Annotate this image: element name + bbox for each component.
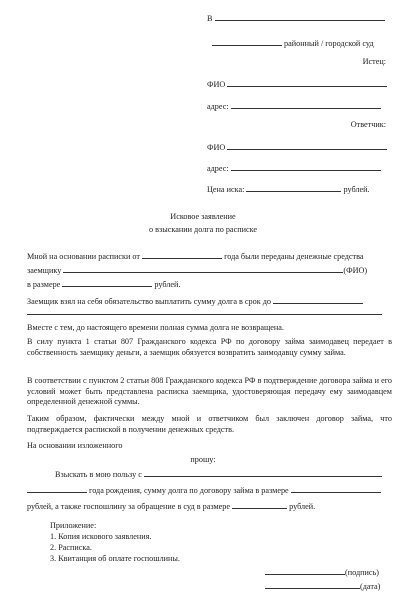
p5: В соответствии с пунктом 2 статьи 808 Гражданского кодекса РФ в подтверждение договора займа и его условий может быть представлена расписка заемщика, удостоверяющая передачу ему заимодавцем определенной денежной суммы.	[27, 376, 392, 407]
doc-title: Исковое заявление	[170, 212, 236, 221]
signature-line	[265, 566, 379, 579]
district-blank[interactable]	[212, 37, 282, 46]
claim-price-unit: рублей.	[343, 185, 370, 194]
date-label: (дата)	[360, 582, 381, 591]
p2-extra-blank[interactable]	[27, 306, 382, 315]
plaintiff-address-line	[207, 100, 381, 113]
p1-e: в размере	[27, 280, 61, 289]
court-line	[207, 12, 385, 25]
r1: Взыскать в мою пользу с	[55, 470, 142, 479]
defendant-address-blank[interactable]	[231, 162, 381, 171]
claim-price-label: Цена иска:	[207, 185, 245, 194]
p1-a: Мной на основании расписки от	[27, 252, 140, 261]
doc-subtitle: о взыскании долга по расписке	[148, 225, 258, 234]
attachment-item-2: 2. Расписка.	[50, 543, 92, 552]
req-line2	[27, 484, 381, 497]
p7: На основании изложенного	[27, 441, 123, 450]
birth-year-blank[interactable]	[27, 484, 87, 493]
attachment-item-3: 3. Квитанция об оплате госпошлины.	[50, 554, 180, 563]
fio-label: ФИО	[207, 80, 226, 89]
defendant-name-blank[interactable]	[144, 468, 382, 477]
plaintiff-fio-blank[interactable]	[227, 78, 387, 87]
date-blank[interactable]	[265, 580, 360, 589]
fio2-label: ФИО	[207, 143, 226, 152]
fee-blank[interactable]	[232, 500, 287, 509]
p3: Вместе с тем, до настоящего времени полная сумма долга не возвращена.	[27, 323, 284, 332]
claim-price-line	[207, 183, 370, 196]
r3-a: рублей, а также госпошлину за обращение в суд в размере	[27, 502, 230, 511]
address2-label: адрес:	[207, 164, 229, 173]
r3-b: рублей.	[289, 502, 316, 511]
defendant-fio-blank[interactable]	[227, 141, 387, 150]
req-line1	[55, 468, 382, 481]
p2-a: Заемщик взял на себя обязательство выплатить сумму долга в срок до	[27, 297, 272, 306]
receipt-date-blank[interactable]	[142, 250, 222, 259]
req-line3	[27, 500, 315, 513]
p1-line2	[27, 264, 367, 277]
court-type-line	[212, 37, 374, 50]
attachments-title: Приложение:	[50, 521, 97, 530]
borrower-fio-blank[interactable]	[63, 264, 343, 273]
plaintiff-label: Истец:	[362, 57, 386, 66]
defendant-label: Ответчик:	[350, 120, 386, 129]
signature-blank[interactable]	[265, 566, 345, 575]
to-prefix: В	[207, 14, 213, 23]
plaintiff-address-blank[interactable]	[231, 100, 381, 109]
p2-line2	[27, 306, 382, 319]
due-date-blank[interactable]	[273, 295, 363, 304]
p6: Таким образом, фактически между мной и ответчиком был заключен договор займа, что подтверждается распиской в получении денежных средств.	[27, 414, 392, 434]
prosu: прошу:	[190, 455, 216, 464]
p1-f: рублей.	[154, 280, 181, 289]
p1-line3	[27, 278, 181, 291]
p4: В силу пункта 1 статьи 807 Гражданского кодекса РФ по договору займа заимодавец передает в собственность заемщику деньги, а заемщик обязуется возвратить заимодавцу сумму займа.	[27, 337, 392, 357]
plaintiff-fio-line	[207, 78, 387, 91]
p1-line1	[27, 250, 364, 263]
p1-c: заемщику	[27, 266, 62, 275]
attachment-item-1: 1. Копия искового заявления.	[50, 532, 152, 541]
sign-label: (подпись)	[345, 568, 379, 577]
court-blank[interactable]	[215, 12, 385, 21]
defendant-address-line	[207, 162, 381, 175]
amount-blank[interactable]	[62, 278, 152, 287]
r2: года рождения, сумму долга по договору займа в размере	[89, 486, 289, 495]
p1-b: года были переданы денежные средства	[224, 252, 364, 261]
date-line	[265, 580, 380, 593]
debt-amount-blank[interactable]	[291, 484, 381, 493]
court-suffix: районный / городской суд	[284, 39, 374, 48]
address-label: адрес:	[207, 102, 229, 111]
defendant-fio-line	[207, 141, 387, 154]
p1-d: (ФИО)	[343, 266, 368, 275]
claim-price-blank[interactable]	[246, 183, 341, 192]
